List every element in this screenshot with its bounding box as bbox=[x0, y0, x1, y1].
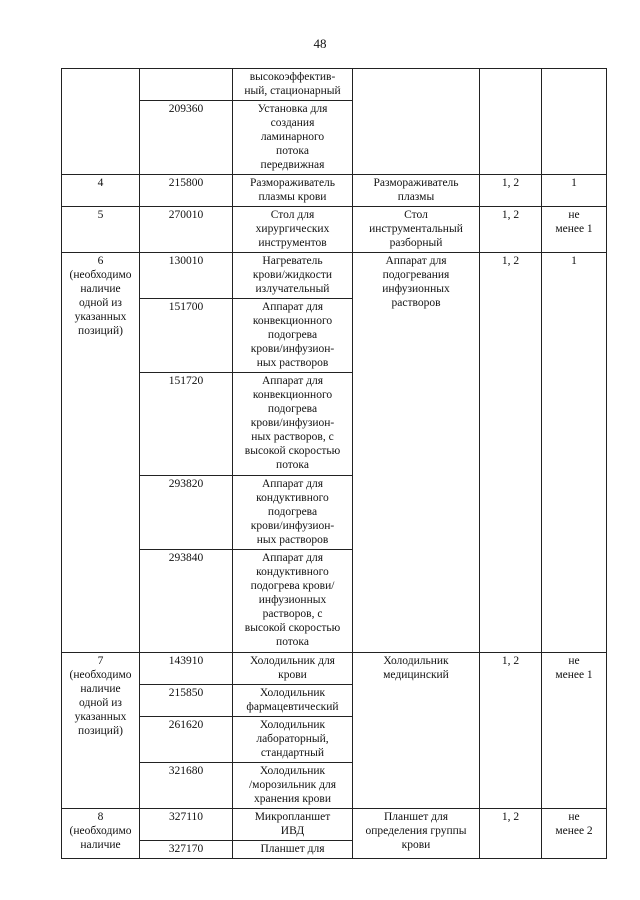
group-name-cell: Стол инструментальный разборный bbox=[353, 207, 480, 253]
item-name-cell: Стол для хирургических инструментов bbox=[233, 207, 353, 253]
item-name-cell: Холодильник лабораторный, стандартный bbox=[233, 717, 353, 763]
class-cell bbox=[480, 69, 542, 175]
item-code-cell: 293820 bbox=[140, 476, 233, 550]
class-cell: 1, 2 bbox=[480, 253, 542, 653]
table-row bbox=[62, 253, 607, 299]
item-name-cell: Размораживатель плазмы крови bbox=[233, 175, 353, 207]
item-name-cell: Установка для создания ламинарного потока передвижная bbox=[233, 101, 353, 175]
row-number-cell: 6 (необходимо наличие одной из указанных позиций) bbox=[62, 253, 140, 653]
item-name-cell: Аппарат для конвекционного подогрева крови/инфузион- ных растворов bbox=[233, 299, 353, 373]
item-code-cell: 130010 bbox=[140, 253, 233, 299]
equipment-table bbox=[61, 68, 607, 859]
item-code-cell: 293840 bbox=[140, 550, 233, 653]
page-number: 48 bbox=[313, 36, 327, 51]
item-name-cell: Аппарат для кондуктивного подогрева крови/инфузион- ных растворов bbox=[233, 476, 353, 550]
table-row bbox=[62, 175, 607, 207]
item-code-cell: 321680 bbox=[140, 763, 233, 809]
item-code-cell: 143910 bbox=[140, 653, 233, 685]
item-name-cell: высокоэффектив- ный, стационарный bbox=[233, 69, 353, 101]
table-row bbox=[62, 207, 607, 253]
item-code-cell: 270010 bbox=[140, 207, 233, 253]
quantity-cell: 1 bbox=[542, 253, 607, 653]
item-name-cell: Холодильник /морозильник для хранения крови bbox=[233, 763, 353, 809]
item-name-cell: Нагреватель крови/жидкости излучательный bbox=[233, 253, 353, 299]
item-name-cell: Аппарат для кондуктивного подогрева крови/ инфузионных растворов, с высокой скоростью потока bbox=[233, 550, 353, 653]
quantity-cell: 1 bbox=[542, 175, 607, 207]
row-number-cell: 8 (необходимо наличие bbox=[62, 809, 140, 859]
quantity-cell: не менее 1 bbox=[542, 653, 607, 809]
item-code-cell: 151700 bbox=[140, 299, 233, 373]
group-name-cell: Планшет для определения группы крови bbox=[353, 809, 480, 859]
class-cell: 1, 2 bbox=[480, 175, 542, 207]
item-code-cell: 327170 bbox=[140, 841, 233, 859]
quantity-cell bbox=[542, 69, 607, 175]
quantity-cell: не менее 1 bbox=[542, 207, 607, 253]
row-number-cell bbox=[62, 69, 140, 175]
table-row bbox=[62, 69, 607, 101]
table-row bbox=[62, 809, 607, 841]
item-code-cell: 209360 bbox=[140, 101, 233, 175]
group-name-cell: Аппарат для подогревания инфузионных растворов bbox=[353, 253, 480, 653]
row-number-cell: 7 (необходимо наличие одной из указанных позиций) bbox=[62, 653, 140, 809]
row-number-cell: 5 bbox=[62, 207, 140, 253]
group-name-cell: Размораживатель плазмы bbox=[353, 175, 480, 207]
item-name-cell: Холодильник для крови bbox=[233, 653, 353, 685]
item-code-cell: 215800 bbox=[140, 175, 233, 207]
group-name-cell: Холодильник медицинский bbox=[353, 653, 480, 809]
item-name-cell: Аппарат для конвекционного подогрева крови/инфузион- ных растворов, с высокой скоростью потока bbox=[233, 373, 353, 476]
group-name-cell bbox=[353, 69, 480, 175]
item-code-cell: 215850 bbox=[140, 685, 233, 717]
class-cell: 1, 2 bbox=[480, 207, 542, 253]
item-code-cell bbox=[140, 69, 233, 101]
item-name-cell: Холодильник фармацевтический bbox=[233, 685, 353, 717]
class-cell: 1, 2 bbox=[480, 653, 542, 809]
item-code-cell: 151720 bbox=[140, 373, 233, 476]
item-name-cell: Микропланшет ИВД bbox=[233, 809, 353, 841]
class-cell: 1, 2 bbox=[480, 809, 542, 859]
quantity-cell: не менее 2 bbox=[542, 809, 607, 859]
equipment-table-body bbox=[62, 69, 607, 859]
item-code-cell: 327110 bbox=[140, 809, 233, 841]
row-number-cell: 4 bbox=[62, 175, 140, 207]
item-name-cell: Планшет для bbox=[233, 841, 353, 859]
item-code-cell: 261620 bbox=[140, 717, 233, 763]
table-row bbox=[62, 653, 607, 685]
